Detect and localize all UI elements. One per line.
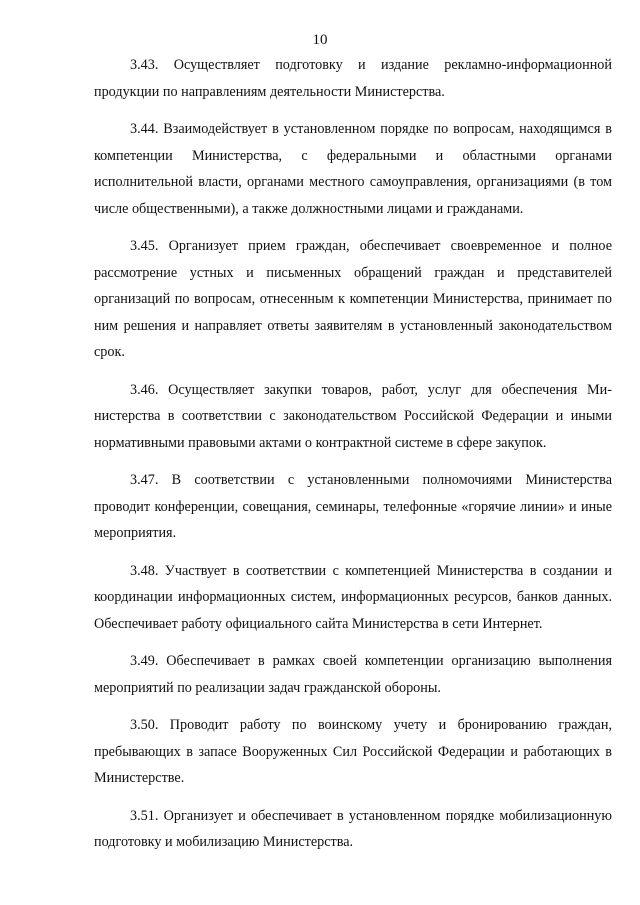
- paragraph-3-45: 3.45. Организует прием граждан, обеспечивает своевременное и полное рассмотрение устных и письменных обращений граждан и представителей организаций по вопросам, отнесенным к компетенции Министерства, принимает по ним решения и направляет ответы заявителям в установленный законодательством срок.: [94, 238, 612, 360]
- paragraph-3-51: 3.51. Организует и обеспечивает в установленном порядке мобилизационную подготовку и мобилизацию Министерства.: [94, 807, 612, 850]
- document-body: [94, 52, 612, 867]
- paragraph-3-48: 3.48. Участвует в соответствии с компетенцией Министерства в создании и координации информационных систем, информационных ресурсов, банков данных. Обеспечивает работу официального сайта Министерства в сети Интернет.: [94, 562, 612, 632]
- page-number: 10: [312, 32, 328, 48]
- paragraph-3-43: 3.43. Осуществляет подготовку и издание рекламно-информационной продукции по направлениям деятельности Министерства.: [94, 57, 612, 100]
- paragraph-3-50: 3.50. Проводит работу по воинскому учету и бронированию граждан, пребывающих в запасе Вооруженных Сил Российской Федерации и работающих в Министерстве.: [94, 717, 612, 786]
- paragraph-3-47: 3.47. В соответствии с установленными полномочиями Министерства проводит конференции, совещания, семинары, телефонные «горячие линии» и иные мероприятия.: [94, 472, 612, 541]
- paragraph-3-46: 3.46. Осуществляет закупки товаров, работ, услуг для обеспечения Министерства в соответствии с законодательством Российской Федерации и иными нормативными правовыми актами о контрактной системе в сфере закупок.: [94, 381, 612, 451]
- paragraph-3-44: 3.44. Взаимодействует в установленном порядке по вопросам, находящимся в компетенции Министерства, с федеральными и областными органами исполнительной власти, органами местного самоуправления, организациями (в том числе общественными), а также должностными лицами и гражданами.: [94, 121, 612, 217]
- paragraph-3-49: 3.49. Обеспечивает в рамках своей компетенции организацию выполнения мероприятий по реализации задач гражданской обороны.: [94, 653, 612, 696]
